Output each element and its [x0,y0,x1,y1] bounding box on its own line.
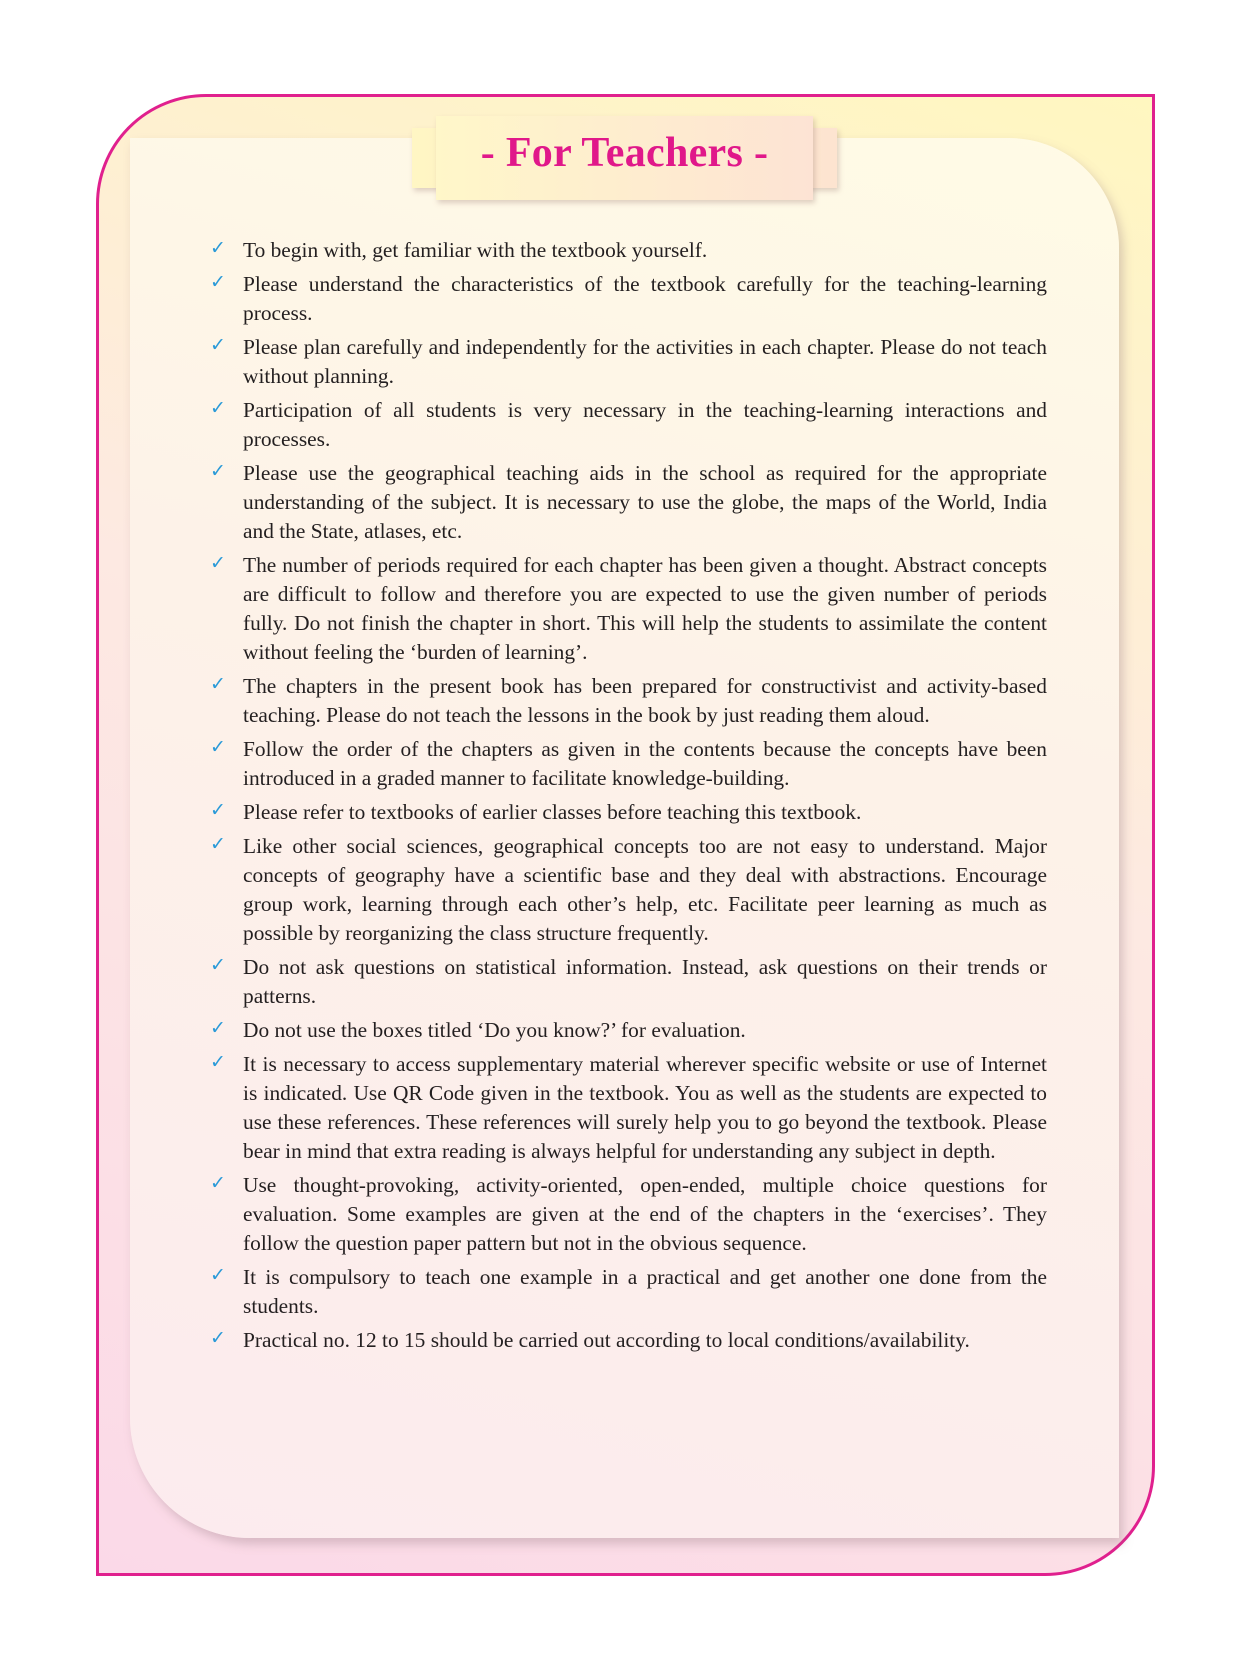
check-icon: ✓ [210,1327,226,1349]
list-item [210,270,1047,328]
check-icon: ✓ [210,237,226,259]
check-icon: ✓ [210,799,226,821]
list-item-text: To begin with, get familiar with the textbook yourself. [243,238,708,262]
list-item [210,236,1047,265]
list-item [210,1263,1047,1321]
check-icon: ✓ [210,954,226,976]
list-item-text: Follow the order of the chapters as given in the contents because the concepts have been introduced in a graded manner to facilitate knowledge-building. [243,737,1047,790]
title-banner [412,116,837,200]
check-icon: ✓ [210,833,226,855]
list-item [210,1016,1047,1045]
check-icon: ✓ [210,397,226,419]
check-icon: ✓ [210,1051,226,1073]
check-icon: ✓ [210,1264,226,1286]
list-item [210,1050,1047,1166]
list-item [210,735,1047,793]
list-item [210,396,1047,454]
list-item-text: It is compulsory to teach one example in a practical and get another one done from the students. [243,1265,1047,1318]
check-icon: ✓ [210,460,226,482]
list-item-text: Practical no. 12 to 15 should be carried out according to local conditions/availability. [243,1328,970,1352]
list-item [210,832,1047,948]
list-item-text: Please understand the characteristics of the textbook carefully for the teaching-learning process. [243,272,1047,325]
check-icon: ✓ [210,1017,226,1039]
list-item [210,953,1047,1011]
list-item-text: Please refer to textbooks of earlier classes before teaching this textbook. [243,800,862,824]
check-icon: ✓ [210,271,226,293]
list-item-text: Participation of all students is very necessary in the teaching-learning interactions and processes. [243,398,1047,451]
list-item-text: The number of periods required for each chapter has been given a thought. Abstract concepts are difficult to follow and therefore you are expected to use the given number of periods fully. Do not finish the chapter in short. This will help the students to assimilate the content without feeling the ‘burden of learning’. [243,553,1047,664]
list-item-text: Do not use the boxes titled ‘Do you know?’ for evaluation. [243,1018,746,1042]
check-icon: ✓ [210,334,226,356]
page-title: - For Teachers - [480,130,769,176]
list-item [210,551,1047,667]
check-icon: ✓ [210,1172,226,1194]
list-item-text: The chapters in the present book has been prepared for constructivist and activity-based teaching. Please do not teach the lessons in the book by just reading them aloud. [243,674,1047,727]
list-item [210,672,1047,730]
check-icon: ✓ [210,736,226,758]
check-icon: ✓ [210,552,226,574]
list-item-text: Like other social sciences, geographical concepts too are not easy to understand. Major concepts of geography have a scientific base and they deal with abstractions. Encourage group work, learning through each other’s help, etc. Facilitate peer learning as much as possible by reorganizing the class structure frequently. [243,834,1047,945]
list-item [210,1326,1047,1355]
list-item [210,333,1047,391]
instructions-content [210,236,1047,1360]
instructions-list [210,236,1047,1355]
check-icon: ✓ [210,673,226,695]
list-item [210,798,1047,827]
list-item-text: Do not ask questions on statistical information. Instead, ask questions on their trends or patterns. [243,955,1047,1008]
list-item-text: Please plan carefully and independently for the activities in each chapter. Please do not teach without planning. [243,335,1047,388]
list-item-text: It is necessary to access supplementary material wherever specific website or use of Internet is indicated. Use QR Code given in the textbook. You as well as the students are expected to use these references. These references will surely help you to go beyond the textbook. Please bear in mind that extra reading is always helpful for understanding any subject in depth. [243,1052,1047,1163]
list-item-text: Use thought-provoking, activity-oriented, open-ended, multiple choice questions for evaluation. Some examples are given at the end of the chapters in the ‘exercises’. They follow the question paper pattern but not in the obvious sequence. [243,1173,1047,1255]
list-item [210,459,1047,546]
list-item [210,1171,1047,1258]
list-item-text: Please use the geographical teaching aids in the school as required for the appropriate understanding of the subject. It is necessary to use the globe, the maps of the World, India and the State, atlases, etc. [243,461,1047,543]
